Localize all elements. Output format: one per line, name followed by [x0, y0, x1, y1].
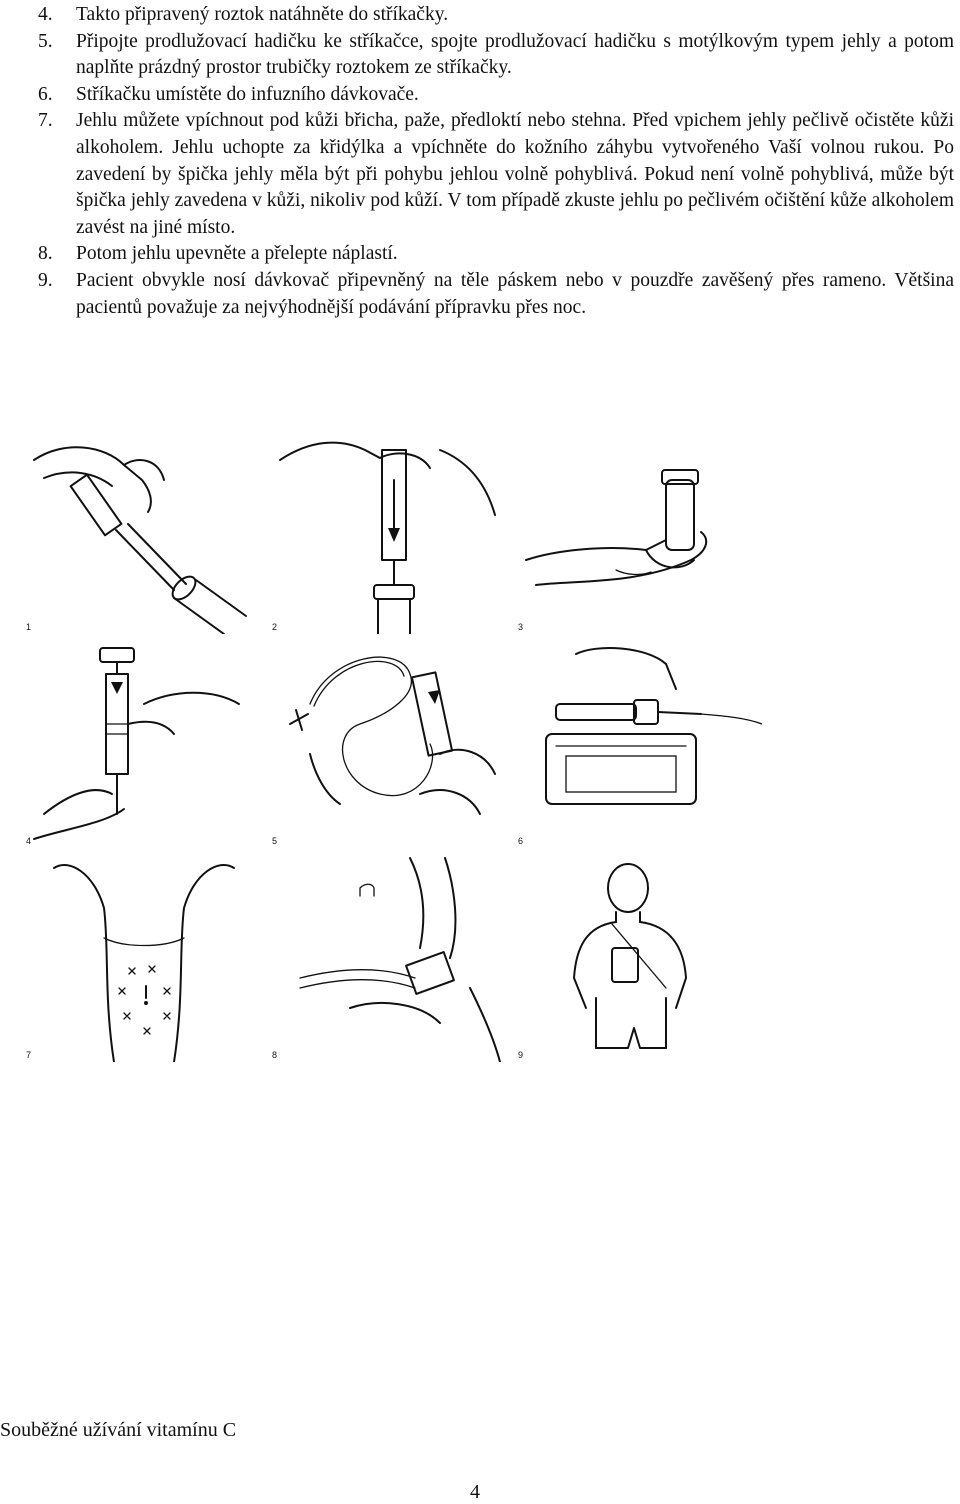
- step-text: Takto připravený roztok natáhněte do stříkačky.: [76, 4, 449, 25]
- instruction-steps: [0, 2, 960, 321]
- taping-needle-illustration: [270, 848, 516, 1062]
- hand-syringe-filling-illustration: [24, 634, 270, 848]
- figure-label: 6: [518, 836, 524, 846]
- instruction-step: [0, 29, 960, 82]
- abdomen-injection-sites-illustration: [24, 848, 270, 1062]
- injection-site-marks: [119, 966, 170, 1034]
- step-text: Potom jehlu upevněte a přelepte náplastí.: [76, 243, 398, 265]
- instruction-step: [0, 268, 960, 321]
- instruction-step: [0, 108, 960, 241]
- figure-5: [270, 634, 516, 848]
- figure-label: 2: [272, 622, 278, 632]
- figure-2: [270, 420, 516, 634]
- instruction-step: [0, 82, 960, 109]
- figure-label: 5: [272, 836, 278, 846]
- syringe-in-pump-illustration: [516, 634, 762, 848]
- figure-label: 9: [518, 1050, 524, 1060]
- figure-3: [516, 420, 762, 634]
- figure-4: [24, 634, 270, 848]
- illustration-grid: [24, 420, 960, 1060]
- syringe-into-vial-illustration: [270, 420, 516, 634]
- figure-label: 7: [26, 1050, 32, 1060]
- step-number: 9.: [38, 269, 53, 291]
- figure-label: 3: [518, 622, 524, 632]
- step-text: Připojte prodlužovací hadičku ke stříkačce, spojte prodlužovací hadičku s motýlkovým typem jehly a potom naplňte prázdný prostor trubičky roztokem ze stříkačky.: [76, 30, 954, 79]
- instruction-step: [0, 241, 960, 268]
- step-number: 4.: [38, 4, 53, 25]
- figure-label: 1: [26, 622, 32, 632]
- step-number: 5.: [38, 30, 53, 52]
- hand-syringe-vial-illustration: [24, 420, 270, 634]
- section-heading: Souběžné užívání vitamínu C: [0, 1419, 237, 1441]
- step-text: Stříkačku umístěte do infuzního dávkovače.: [76, 83, 419, 105]
- hand-holding-vial-illustration: [516, 420, 762, 634]
- figure-6: [516, 634, 762, 848]
- step-text: Pacient obvykle nosí dávkovač připevněný na těle páskem nebo v pouzdře zavěšený přes rameno. Většina pacientů považuje za nejvýhodnější podávání přípravku přes noc.: [76, 269, 954, 318]
- figure-7: [24, 848, 270, 1062]
- step-number: 8.: [38, 243, 53, 265]
- figure-9: [516, 848, 762, 1062]
- figure-label: 4: [26, 836, 32, 846]
- step-text: Jehlu můžete vpíchnout pod kůži břicha, paže, předloktí nebo stehna. Před vpichem jehly pečlivě očistěte kůži alkoholem. Jehlu uchopte za křidýlka a vpíchněte do kožního záhybu vytvořeného Vaší volnou rukou. Po zavedení by špička jehly měla být při pohybu jehlou volně pohyblivá. Pokud není volně pohyblivá, může být špička jehly zavedena v kůži, nikoliv pod kůží. V tom případě zkuste jehlu po pečlivém očištění kůže alkoholem zavést na jiné místo.: [76, 110, 954, 238]
- step-number: 6.: [38, 83, 53, 105]
- figure-1: [24, 420, 270, 634]
- patient-wearing-pump-illustration: [516, 848, 762, 1062]
- tubing-butterfly-needle-illustration: [270, 634, 516, 848]
- figure-label: 8: [272, 1050, 278, 1060]
- instruction-step: [0, 2, 960, 29]
- step-number: 7.: [38, 110, 53, 132]
- figure-8: [270, 848, 516, 1062]
- page-number: 4: [470, 1481, 480, 1503]
